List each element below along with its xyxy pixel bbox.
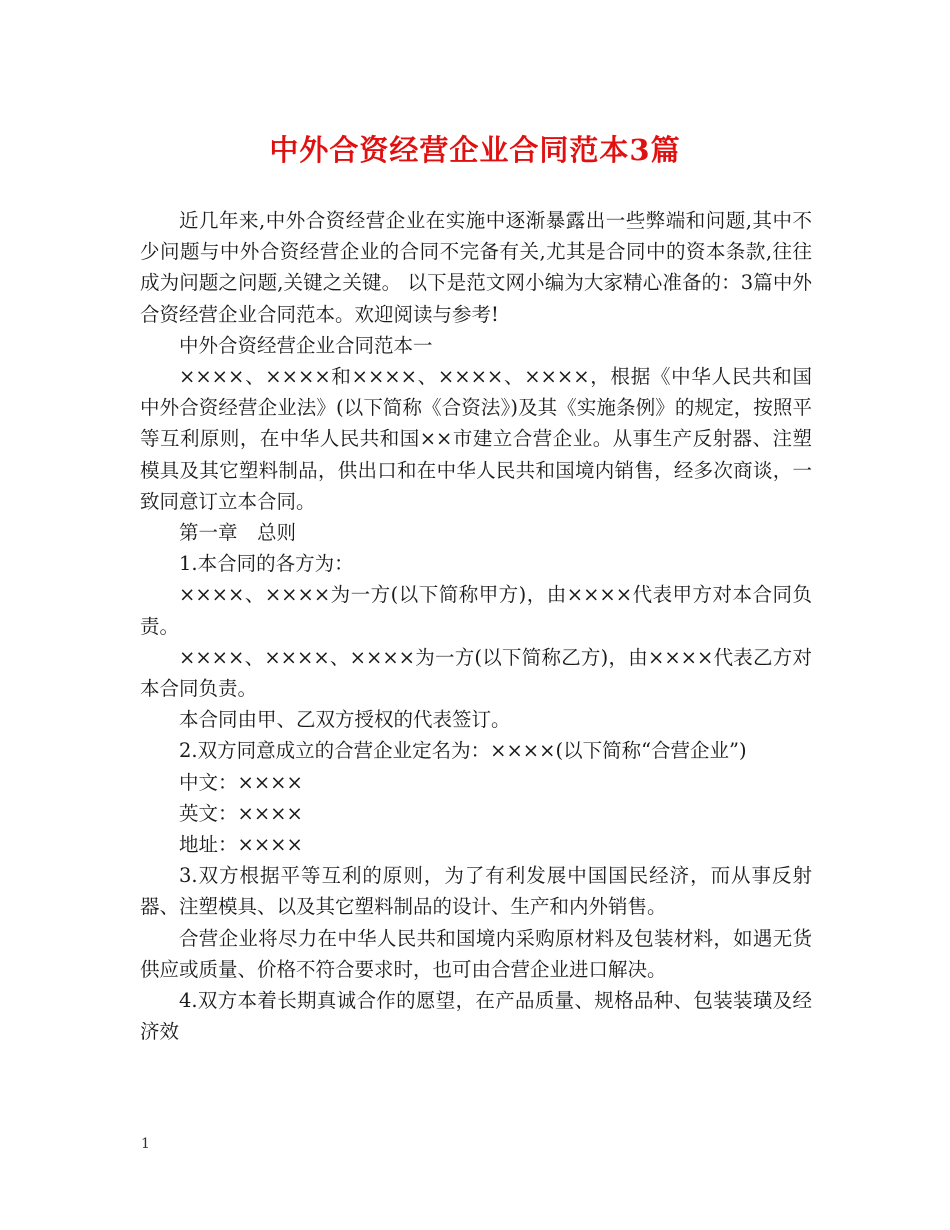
paragraph-clause-4: 4.双方本着长期真诚合作的愿望，在产品质量、规格品种、包装装璜及经济效 bbox=[140, 989, 812, 1044]
paragraph-procurement: 合营企业将尽力在中华人民共和国境内采购原材料及包装材料，如遇无货供应或质量、价格不符合要求时，也可由合营企业进口解决。 bbox=[140, 926, 812, 981]
paragraph-chapter-heading: 第一章 总则 bbox=[179, 521, 297, 545]
paragraph-section-title: 中外合资经营企业合同范本一 bbox=[179, 333, 433, 357]
paragraph-signing: 本合同由甲、乙双方授权的代表签订。 bbox=[179, 708, 511, 732]
page-number: 1 bbox=[141, 1136, 150, 1152]
document-body bbox=[140, 205, 812, 1047]
paragraph-clause-2: 2.双方同意成立的合营企业定名为：××××(以下简称“合营企业”) bbox=[179, 739, 747, 763]
paragraph-preamble: ××××、××××和××××、××××、××××，根据《中华人民共和国中外合资经营企业法》(以下简称《合资法》)及其《实施条例》的规定，按照平等互利原则，在中华人民共和国××市建立合营企业。从事生产反射器、注塑模具及其它塑料制品，供出口和在中华人民共和国境内销售，经多次商谈，一致同意订立本合同。 bbox=[140, 365, 812, 513]
paragraph-intro: 近几年来,中外合资经营企业在实施中逐渐暴露出一些弊端和问题,其中不少问题与中外合资经营企业的合同不完备有关,尤其是合同中的资本条款,往往成为问题之问题,关键之关键。 以下是范文网小编为大家精心准备的：3篇中外合资经营企业合同范本。欢迎阅读与参考! bbox=[140, 209, 812, 326]
paragraph-address: 地址：×××× bbox=[179, 833, 303, 857]
document-title: 中外合资经营企业合同范本3篇 bbox=[269, 133, 681, 167]
paragraph-party-b: ××××、××××、××××为一方(以下简称乙方)，由××××代表乙方对本合同负责。 bbox=[140, 645, 812, 701]
paragraph-chinese-name: 中文：×××× bbox=[179, 770, 303, 794]
paragraph-clause-3: 3.双方根据平等互利的原则，为了有利发展中国国民经济，而从事反射器、注塑模具、以及其它塑料制品的设计、生产和内外销售。 bbox=[140, 864, 812, 919]
paragraph-party-a: ××××、××××为一方(以下简称甲方)，由××××代表甲方对本合同负责。 bbox=[140, 583, 812, 638]
paragraph-english-name: 英文：×××× bbox=[179, 801, 303, 825]
paragraph-clause-1: 1.本合同的各方为： bbox=[179, 552, 354, 576]
